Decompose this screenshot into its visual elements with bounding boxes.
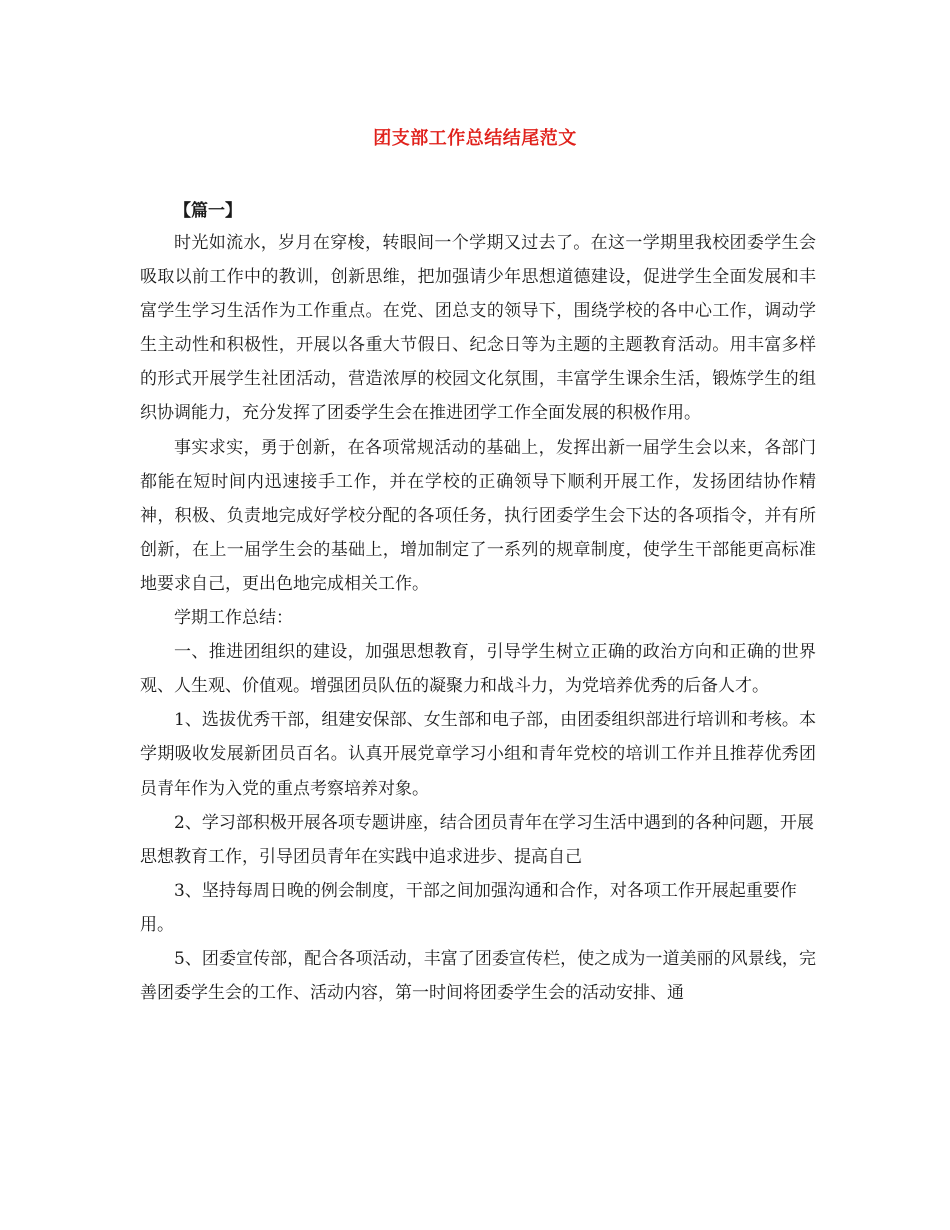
- paragraph: 一、推进团组织的建设，加强思想教育，引导学生树立正确的政治方向和正确的世界观、人生观、价值观。增强团员队伍的凝聚力和战斗力，为党培养优秀的后备人才。: [140, 642, 816, 697]
- paragraph: 2、学习部积极开展各项专题讲座，结合团员青年在学习生活中遇到的各种问题，开展思想教育工作，引导团员青年在实践中追求进步、提高自己: [140, 812, 814, 867]
- paragraph: 时光如流水，岁月在穿梭，转眼间一个学期又过去了。在这一学期里我校团委学生会吸取以前工作中的教训，创新思维，把加强请少年思想道德建设，促进学生全面发展和丰富学生学习生活作为工作重点。在党、团总支的领导下，围绕学校的各中心工作，调动学生主动性和积极性，开展以各重大节假日、纪念日等为主题的主题教育活动。用丰富多样的形式开展学生社团活动，营造浓厚的校园文化氛围，丰富学生课余生活，锻炼学生的组织协调能力，充分发挥了团委学生会在推进团学工作全面发展的积极作用。: [140, 233, 816, 424]
- section-label: 【篇一】: [174, 201, 242, 221]
- paragraph: 事实求实，勇于创新，在各项常规活动的基础上，发挥出新一届学生会以来，各部门都能在短时间内迅速接手工作，并在学校的正确领导下顺利开展工作，发扬团结协作精神，积极、负责地完成好学校分配的各项任务，执行团委学生会下达的各项指令，并有所创新，在上一届学生会的基础上，增加制定了一系列的规章制度，使学生干部能更高标准地要求自己，更出色地完成相关工作。: [140, 437, 816, 594]
- paragraph: 5、团委宣传部，配合各项活动，丰富了团委宣传栏，使之成为一道美丽的风景线，完善团委学生会的工作、活动内容，第一时间将团委学生会的活动安排、通: [140, 948, 816, 1004]
- paragraph: 学期工作总结：: [174, 608, 293, 629]
- paragraph: 1、选拔优秀干部，组建安保部、女生部和电子部，由团委组织部进行培训和考核。本学期吸收发展新团员百名。认真开展党章学习小组和青年党校的培训工作并且推荐优秀团员青年作为入党的重点考察培养对象。: [140, 710, 816, 799]
- document-title: 团支部工作总结结尾范文: [373, 128, 577, 149]
- document-body: [140, 226, 816, 1010]
- paragraph: 3、坚持每周日晚的例会制度，干部之间加强沟通和合作，对各项工作开展起重要作用。: [140, 880, 797, 935]
